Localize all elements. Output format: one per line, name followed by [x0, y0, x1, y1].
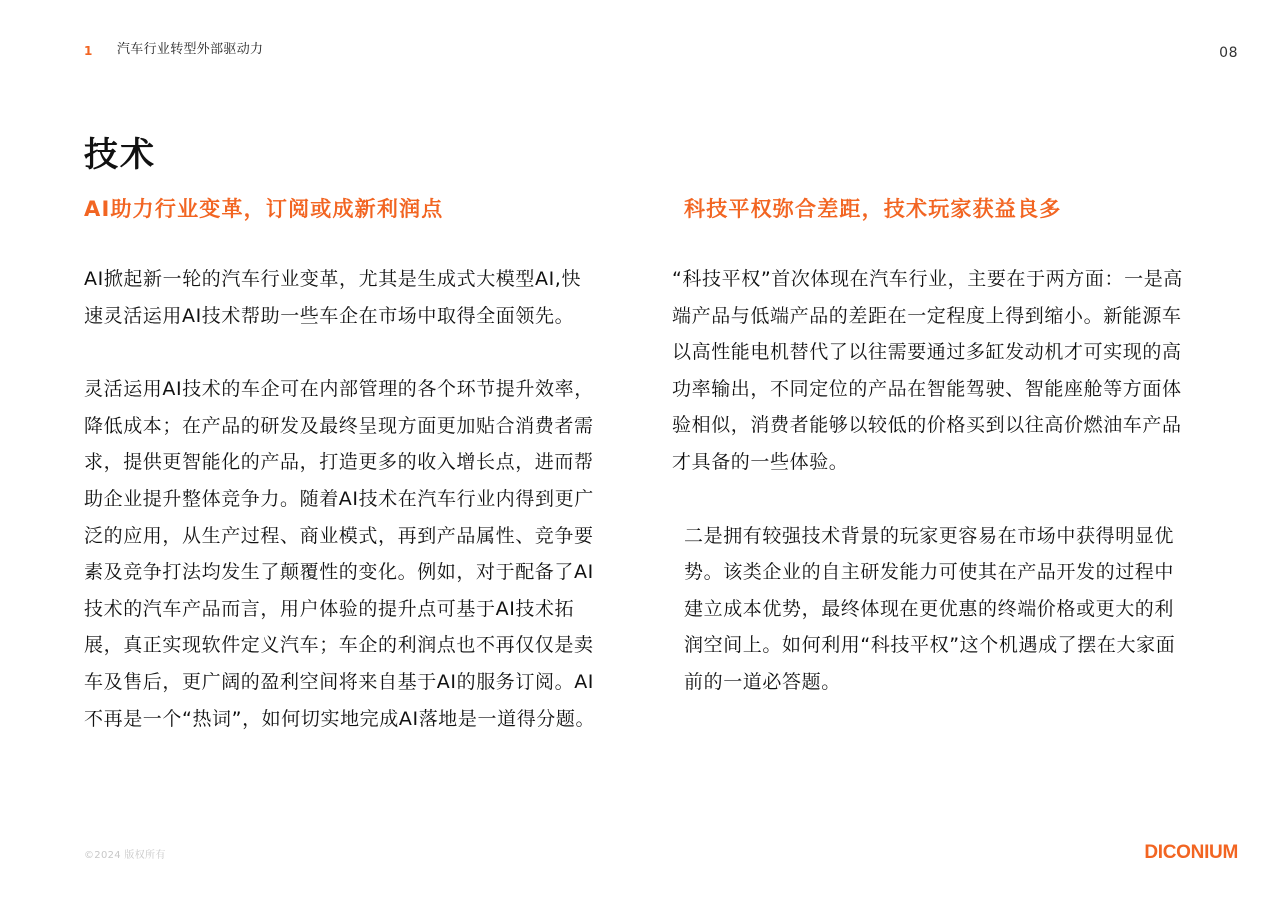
left-paragraph: AI掀起新一轮的汽车行业变革，尤其是生成式大模型AI,快速灵活运用AI技术帮助一些车企在市场中取得全面领先。: [84, 268, 582, 327]
right-paragraph: 二是拥有较强技术背景的玩家更容易在市场中获得明显优势。该类企业的自主研发能力可使其在产品开发的过程中建立成本优势，最终体现在更优惠的终端价格或更大的利润空间上。如何利用“科技平权”这个机遇成了摆在大家面前的一道必答题。: [684, 524, 1176, 693]
page-title: 技术: [84, 135, 156, 175]
left-column-heading: AI助力行业变革，订阅或成新利润点: [84, 197, 444, 221]
section-title: 汽车行业转型外部驱动力: [117, 42, 264, 57]
left-column: [84, 193, 604, 737]
right-paragraph: “科技平权”首次体现在汽车行业，主要在于两方面：一是高端产品与低端产品的差距在一定程度上得到缩小。新能源车以高性能电机替代了以往需要通过多缸发动机才可实现的高功率输出，不同定位的产品在智能驾驶、智能座舱等方面体验相似，消费者能够以较低的价格买到以往高价燃油车产品才具备的一些体验。: [672, 268, 1183, 473]
page-number: 08: [1219, 45, 1238, 61]
section-number: 1: [84, 44, 93, 58]
right-column: [672, 193, 1192, 701]
brand-logo: DICONIUM: [1144, 842, 1238, 863]
copyright-text: ©2024 版权所有: [84, 850, 166, 861]
right-column-heading: 科技平权弥合差距，技术玩家获益良多: [684, 197, 1062, 221]
left-paragraph: 灵活运用AI技术的车企可在内部管理的各个环节提升效率，降低成本；在产品的研发及最终呈现方面更加贴合消费者需求，提供更智能化的产品，打造更多的收入增长点，进而帮助企业提升整体竞争力。随着AI技术在汽车行业内得到更广泛的应用，从生产过程、商业模式，再到产品属性、竞争要素及竞争打法均发生了颠覆性的变化。例如，对于配备了AI技术的汽车产品而言，用户体验的提升点可基于AI技术拓展，真正实现软件定义汽车；车企的利润点也不再仅仅是卖车及售后，更广阔的盈利空间将来自基于AI的服务订阅。AI不再是一个“热词”，如何切实地完成AI落地是一道得分题。: [84, 378, 596, 730]
